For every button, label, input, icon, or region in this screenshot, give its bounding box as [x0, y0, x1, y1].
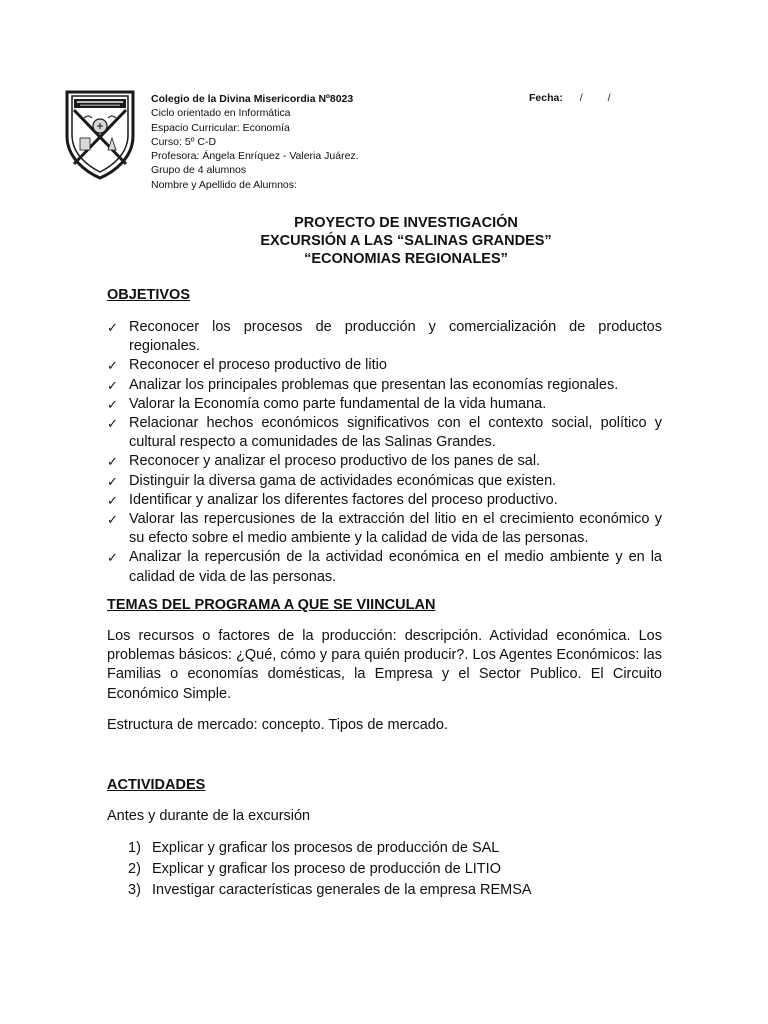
school-info-line: Profesora: Ángela Enríquez - Valeria Juárez. [151, 150, 359, 163]
activity-item [128, 880, 532, 901]
checkmark-icon: ✓ [107, 377, 118, 393]
objective-text: Valorar la Economía como parte fundamental de la vida humana. [129, 395, 547, 412]
checkmark-icon: ✓ [107, 512, 118, 528]
objective-item [107, 472, 662, 491]
objective-text: Relacionar hechos económicos significativos con el contexto social, político y cultural respecto a comunidades de las Salinas Grandes. [129, 415, 662, 451]
date-field [529, 92, 611, 104]
objective-text: Distinguir la diversa gama de actividades económicas que existen. [129, 472, 557, 489]
temas-heading: TEMAS DEL PROGRAMA A QUE SE VIINCULAN [107, 597, 436, 613]
objective-item [107, 548, 662, 586]
title-line: EXCURSIÓN A LAS “SALINAS GRANDES” [260, 233, 552, 249]
activities-list [128, 838, 532, 901]
date-label: Fecha: [529, 92, 563, 104]
checkmark-icon: ✓ [107, 396, 118, 412]
school-info-line: Espacio Curricular: Economía [151, 121, 290, 134]
checkmark-icon: ✓ [107, 358, 118, 374]
activity-text: Explicar y graficar los proceso de producción de LITIO [152, 861, 501, 877]
checkmark-icon: ✓ [107, 473, 118, 489]
activity-text: Explicar y graficar los procesos de producción de SAL [152, 840, 500, 856]
objective-item [107, 356, 662, 375]
objective-text: Analizar los principales problemas que presentan las economías regionales. [129, 376, 619, 393]
objetivos-heading: OBJETIVOS [107, 287, 190, 303]
objective-item [107, 491, 662, 510]
activity-text: Investigar características generales de la empresa REMSA [152, 882, 532, 898]
objective-item [107, 318, 662, 356]
document-title [0, 214, 768, 268]
date-separator: / [579, 92, 583, 104]
objective-item [107, 376, 662, 395]
objective-item [107, 414, 662, 452]
activity-item [128, 838, 532, 859]
objective-text: Reconocer los procesos de producción y comercialización de productos regionales. [129, 319, 662, 355]
activity-item [128, 859, 532, 880]
school-crest-logo [64, 90, 136, 180]
date-separator: / [607, 92, 611, 104]
school-info-line: Grupo de 4 alumnos [151, 164, 247, 177]
objective-item [107, 510, 662, 548]
checkmark-icon: ✓ [107, 492, 118, 508]
school-name: Colegio de la Divina Misericordia Nº8023 [151, 93, 354, 105]
school-info-line: Curso: 5º C-D [151, 135, 217, 148]
objective-item [107, 395, 662, 414]
checkmark-icon: ✓ [107, 416, 118, 432]
actividades-intro: Antes y durante de la excursión [107, 808, 311, 824]
checkmark-icon: ✓ [107, 320, 118, 335]
school-info-line: Ciclo orientado en Informática [151, 107, 291, 120]
objective-text: Valorar las repercusiones de la extracción del litio en el crecimiento económico y su efecto sobre el medio ambiente y la calidad de vida de las personas. [129, 511, 662, 547]
objective-text: Reconocer el proceso productivo de litio [129, 357, 387, 374]
checkmark-icon: ✓ [107, 550, 118, 566]
objective-text: Identificar y analizar los diferentes factores del proceso productivo. [129, 491, 558, 508]
school-info [151, 92, 359, 192]
checkmark-icon: ✓ [107, 454, 118, 470]
objectives-list [107, 318, 662, 587]
activity-number: 2) [128, 861, 141, 877]
objective-text: Reconocer y analizar el proceso productivo de los panes de sal. [129, 453, 541, 470]
objective-item [107, 452, 662, 471]
title-line: “ECONOMIAS REGIONALES” [304, 251, 508, 267]
activity-number: 1) [128, 840, 141, 856]
activity-number: 3) [128, 882, 141, 898]
temas-paragraph: Estructura de mercado: concepto. Tipos de mercado. [107, 717, 448, 733]
title-line: PROYECTO DE INVESTIGACIÓN [294, 215, 518, 231]
actividades-heading: ACTIVIDADES [107, 777, 206, 793]
temas-paragraph: Los recursos o factores de la producción: descripción. Actividad económica. Los problemas básicos: ¿Qué, cómo y para quién producir?. Los Agentes Económicos: las Familias o economías domésticas, la Empresa y el Sector Publico. El Circuito Económico Simple. [107, 628, 662, 702]
school-info-line: Nombre y Apellido de Alumnos: [151, 178, 297, 191]
objective-text: Analizar la repercusión de la actividad económica en el medio ambiente y en la calidad de vida de las personas. [129, 549, 662, 585]
